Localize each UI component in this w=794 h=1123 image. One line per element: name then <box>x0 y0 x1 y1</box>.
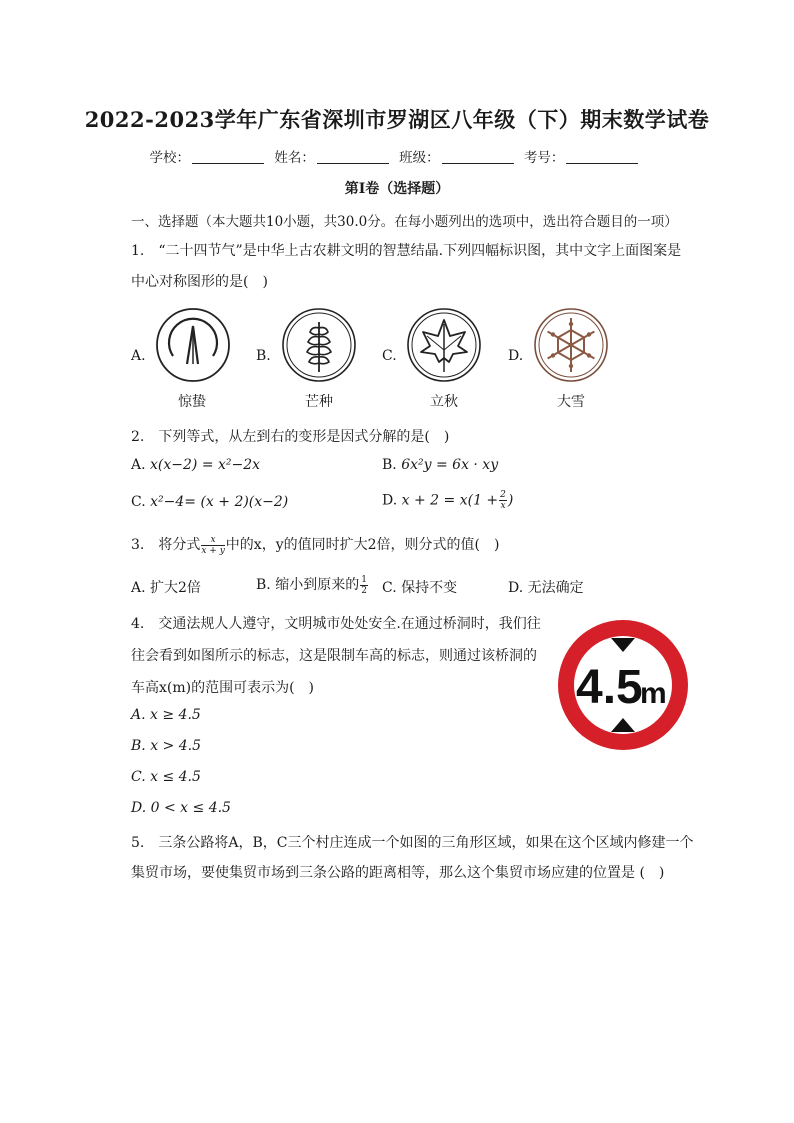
section-title: 第I卷（选择题） <box>344 181 450 197</box>
q3-b-frac-den: 2 <box>361 585 367 596</box>
q3-option-d[interactable]: D. 无法确定 <box>508 580 584 596</box>
q2-option-c-label: C. <box>131 494 146 510</box>
q1-option-c-label[interactable]: C. <box>382 348 397 364</box>
q1-option-b-caption: 芒种 <box>305 394 333 410</box>
q2-option-a[interactable] <box>131 457 260 473</box>
student-info-fields <box>0 146 794 166</box>
q3-option-c[interactable]: C. 保持不变 <box>382 580 458 596</box>
q3-option-a[interactable]: A. 扩大2倍 <box>131 580 201 596</box>
q3-stem <box>131 534 499 556</box>
q4-stem-line1: 4. 交通法规人人遵守，文明城市处处安全.在通过桥洞时，我们往 <box>131 616 541 632</box>
q4-stem-line2: 往会看到如图所示的标志，这是限制车高的标志，则通过该桥洞的 <box>131 648 537 664</box>
q2-option-a-expr: x(x−2) = x²−2x <box>150 457 261 473</box>
name-blank[interactable] <box>317 149 389 164</box>
exam-number-label: 考号： <box>523 150 565 166</box>
sign-unit: m <box>640 677 667 710</box>
liqiu-icon <box>405 306 483 384</box>
q2-option-b-expr: 6x²y = 6x · xy <box>401 457 499 473</box>
q1-stem-line2: 中心对称图形的是( ) <box>131 274 268 290</box>
q2-option-c[interactable] <box>131 494 288 510</box>
q3-frac-den: x + y <box>201 545 225 556</box>
q4-option-c[interactable]: C. x ≤ 4.5 <box>131 769 201 785</box>
q1-option-b-label[interactable]: B. <box>256 348 271 364</box>
q2-option-d-fraction <box>499 490 507 511</box>
class-label: 班级： <box>399 150 440 166</box>
q1-option-d-label[interactable]: D. <box>508 348 524 364</box>
q2-option-d-expr-pre: x + 2 = x(1 + <box>401 492 499 509</box>
q2-option-a-label: A. <box>131 457 146 473</box>
q1-option-c-caption: 立秋 <box>430 394 458 410</box>
mangzhong-icon <box>280 306 358 384</box>
height-limit-sign <box>556 618 690 752</box>
q5-stem-line2: 集贸市场，要使集贸市场到三条公路的距离相等，那么这个集贸市场应建的位置是 ( ) <box>131 865 665 881</box>
q4-option-a[interactable]: A. x ≥ 4.5 <box>131 707 201 723</box>
q2-option-b[interactable] <box>382 457 498 473</box>
q4-option-d[interactable]: D. 0 < x ≤ 4.5 <box>131 800 231 816</box>
q5-stem-line1: 5. 三条公路将A，B，C三个村庄连成一个如图的三角形区域，如果在这个区域内修建一个 <box>131 835 694 851</box>
q1-option-d-caption: 大雪 <box>557 394 585 410</box>
q3-frac-num: x <box>201 535 224 546</box>
exam-number-blank[interactable] <box>566 149 638 164</box>
q3-b-frac-num: 1 <box>361 574 367 585</box>
jingzhe-icon <box>154 306 232 384</box>
q2-option-b-label: B. <box>382 457 397 473</box>
q2-option-d-label: D. <box>382 492 398 509</box>
school-label: 学校： <box>149 150 191 166</box>
q4-stem-line3: 车高x(m)的范围可表示为( ) <box>131 680 315 696</box>
school-blank[interactable] <box>192 149 264 164</box>
q3-option-b[interactable] <box>256 574 369 596</box>
daxue-icon <box>532 306 610 384</box>
q3-stem-pre: 3. 将分式 <box>131 537 201 553</box>
q3-option-b-text: B. 缩小到原来的 <box>256 577 360 593</box>
q1-option-a-caption: 惊蛰 <box>178 394 206 410</box>
q3-fraction <box>201 535 224 556</box>
q2-d-frac-den: x <box>500 501 506 511</box>
q4-option-b[interactable]: B. x > 4.5 <box>131 738 201 754</box>
sign-number: 4.5 <box>576 661 643 714</box>
q1-stem-line1: 1. “二十四节气”是中华上古农耕文明的智慧结晶.下列四幅标识图，其中文字上面图案是 <box>131 243 682 259</box>
q2-option-d-expr-post: ) <box>507 492 514 509</box>
q2-stem: 2. 下列等式，从左到右的变形是因式分解的是( ) <box>131 429 450 445</box>
part1-heading: 一、选择题（本大题共10小题，共30.0分。在每小题列出的选项中，选出符合题目的一项） <box>131 214 678 230</box>
name-label: 姓名： <box>274 150 315 166</box>
q1-option-a-label[interactable]: A. <box>131 348 146 364</box>
q3-stem-post: 中的x，y的值同时扩大2倍，则分式的值( ) <box>225 537 500 553</box>
q2-option-c-expr: x²−4= (x + 2)(x−2) <box>150 494 289 510</box>
q2-d-frac-num: 2 <box>500 490 506 500</box>
q3-option-b-fraction <box>360 575 368 596</box>
page-title: 2022-2023学年广东省深圳市罗湖区八年级（下）期末数学试卷 <box>84 107 710 132</box>
class-blank[interactable] <box>442 149 514 164</box>
q2-option-d[interactable] <box>382 490 513 511</box>
